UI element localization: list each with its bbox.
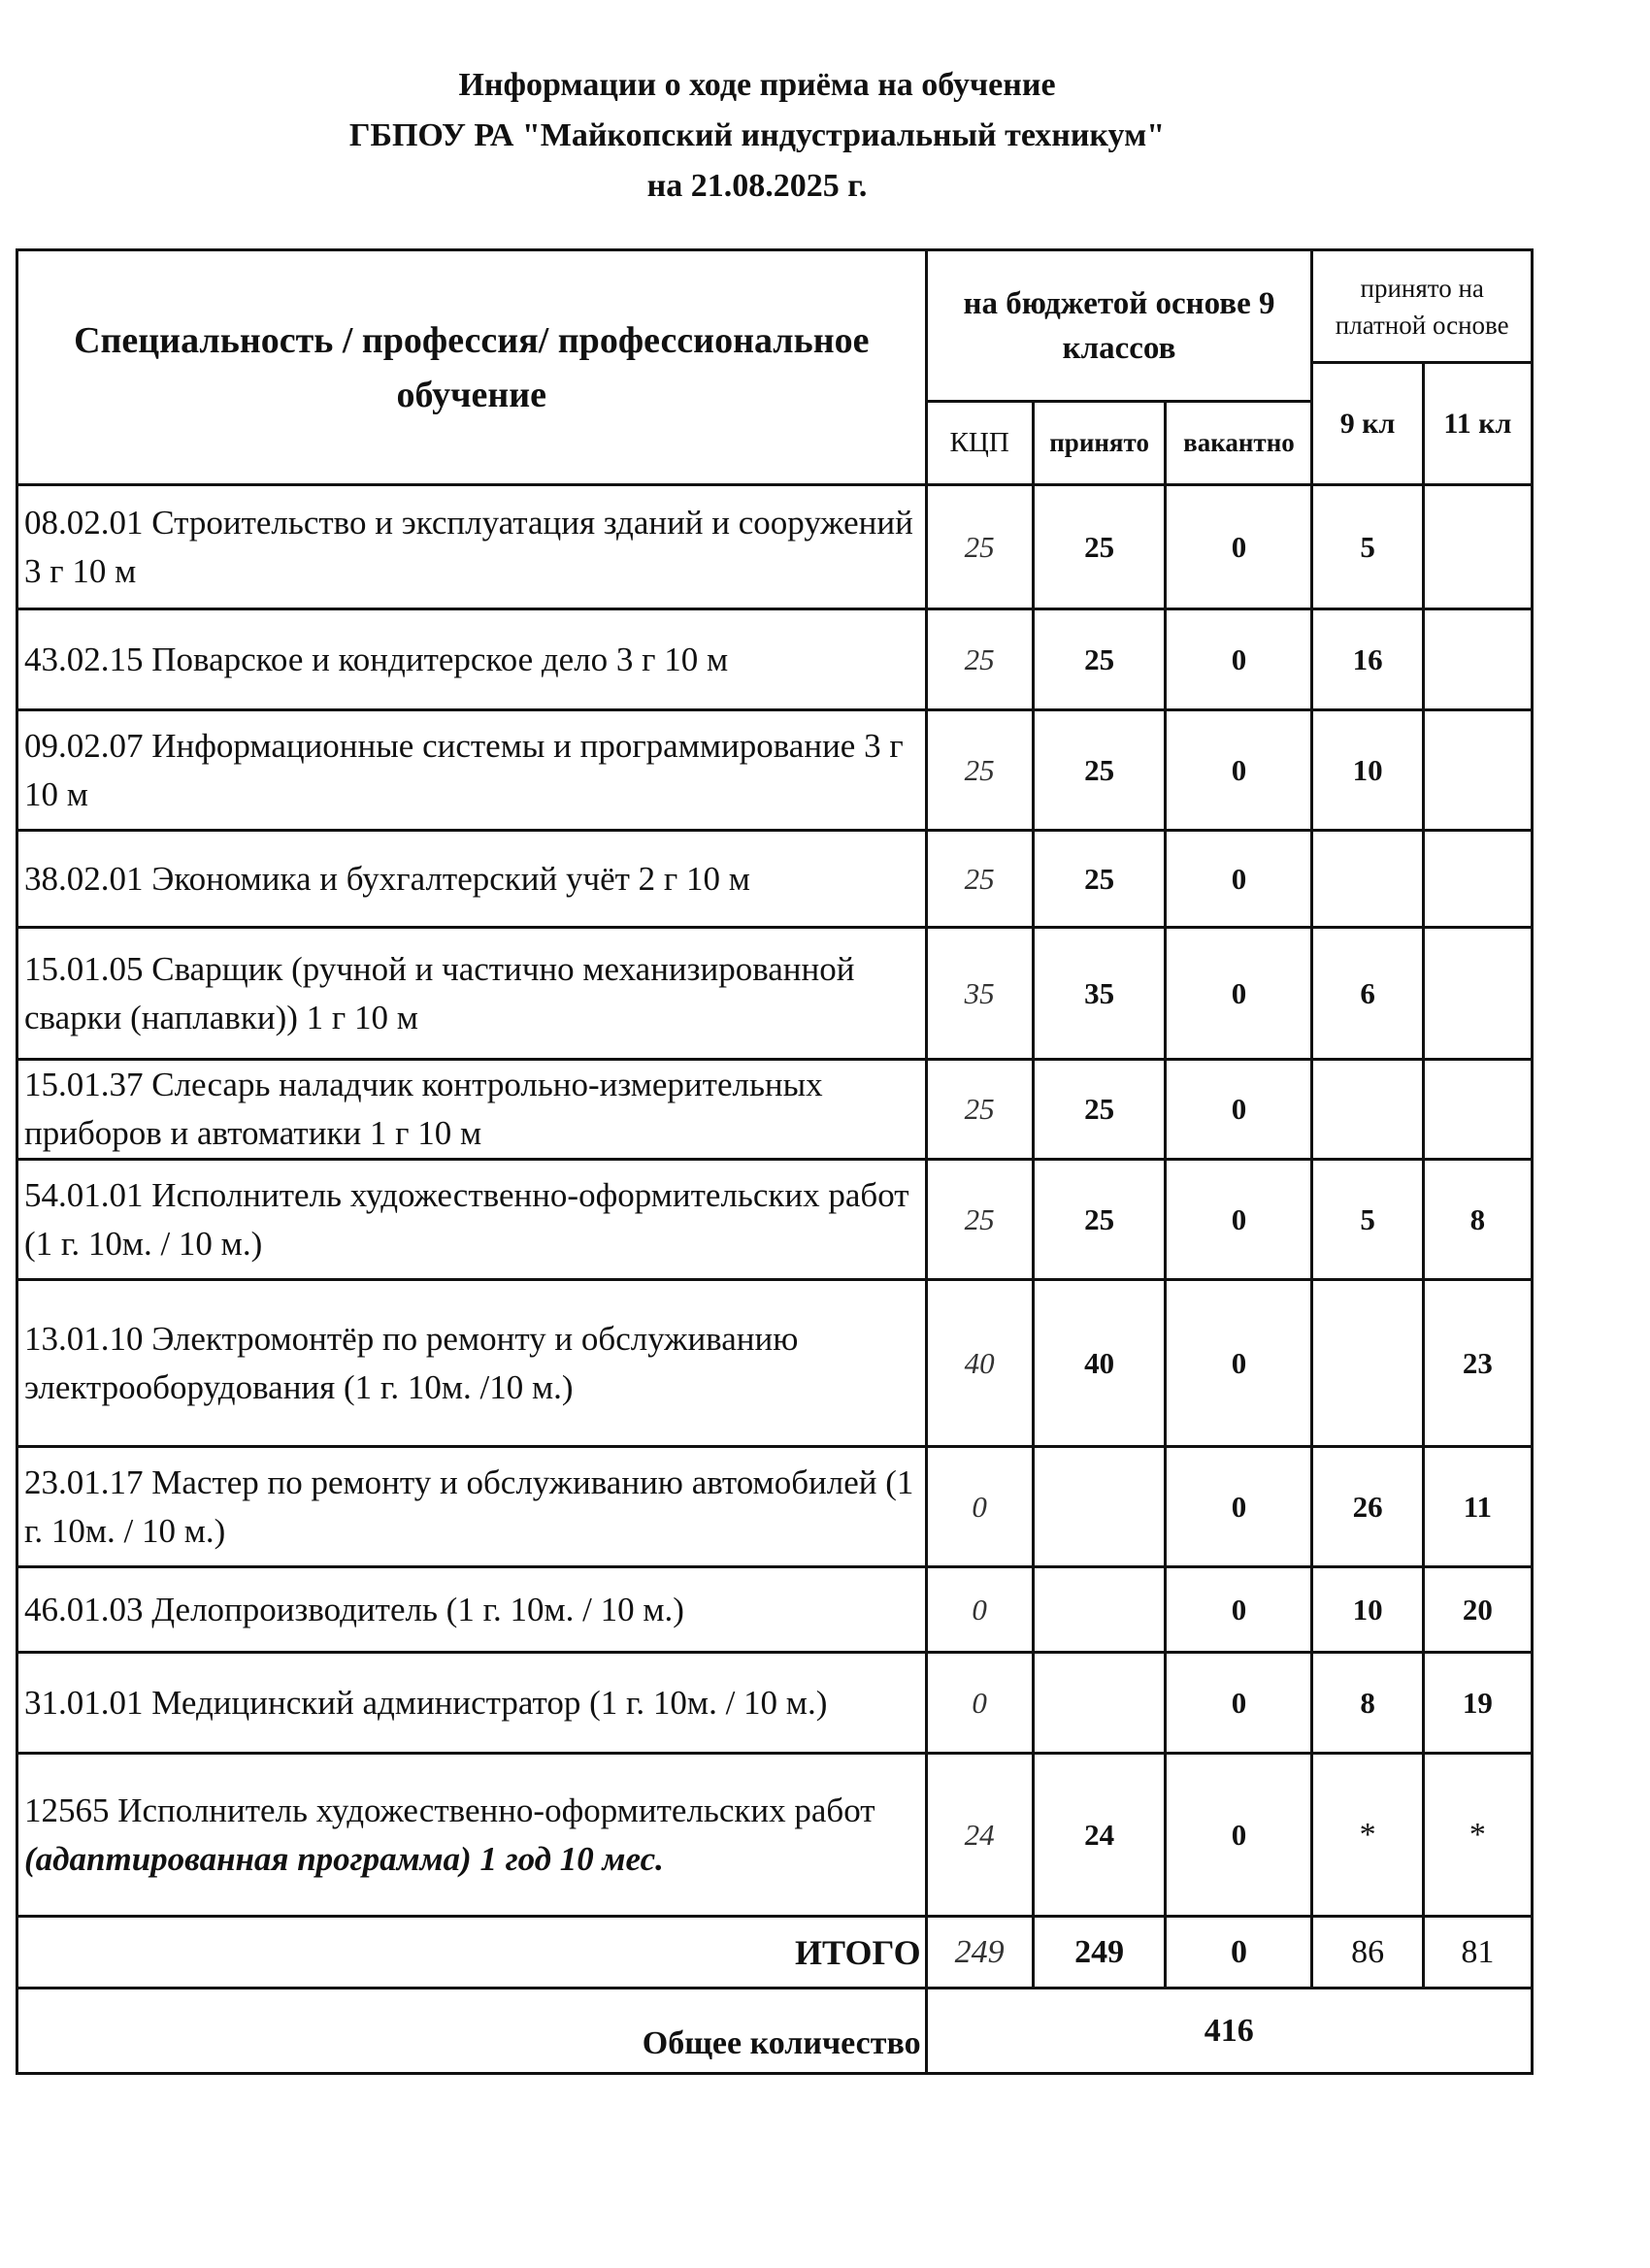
table-row (17, 1754, 1533, 1917)
header-grade11: 11 кл (1423, 363, 1532, 485)
table-row (17, 1447, 1533, 1567)
vacant-cell: 0 (1166, 1447, 1312, 1567)
paid9-cell: 10 (1312, 710, 1423, 831)
vacant-cell: 0 (1166, 1060, 1312, 1160)
kcp-cell: 25 (926, 710, 1033, 831)
specialty-note-text: (адаптированная программа) 1 год 10 мес. (24, 1839, 664, 1878)
header-title: Информации о ходе приёма на обучение (458, 67, 1056, 103)
specialty-cell: 23.01.17 Мастер по ремонту и обслуживанию автомобилей (1 г. 10м. / 10 м.) (17, 1447, 927, 1567)
accepted-cell: 25 (1033, 485, 1166, 609)
kcp-cell: 25 (926, 831, 1033, 928)
paid11-cell (1423, 831, 1532, 928)
paid9-cell (1312, 1060, 1423, 1160)
vacant-cell: 0 (1166, 831, 1312, 928)
paid9-cell: 6 (1312, 928, 1423, 1060)
header-grade9: 9 кл (1312, 363, 1423, 485)
total-label: ИТОГО (17, 1917, 927, 1989)
paid11-cell: 23 (1423, 1280, 1532, 1447)
header-paid: принято на платной основе (1312, 250, 1533, 363)
specialty-cell: 09.02.07 Информационные системы и программирование 3 г 10 м (17, 710, 927, 831)
kcp-cell: 25 (926, 609, 1033, 710)
total-kcp: 249 (926, 1917, 1033, 1989)
accepted-cell: 25 (1033, 1160, 1166, 1280)
paid9-cell (1312, 1280, 1423, 1447)
vacant-cell: 0 (1166, 1754, 1312, 1917)
header-accepted: принято (1033, 402, 1166, 485)
accepted-cell: 40 (1033, 1280, 1166, 1447)
paid9-cell: 5 (1312, 485, 1423, 609)
paid11-cell: 11 (1423, 1447, 1532, 1567)
table-row (17, 609, 1533, 710)
table-row (17, 1653, 1533, 1754)
document-header (0, 60, 1514, 212)
grand-total-label: Общее количество (17, 1989, 927, 2074)
paid9-cell: 26 (1312, 1447, 1423, 1567)
specialty-cell: 46.01.03 Делопроизводитель (1 г. 10м. / 10 м.) (17, 1567, 927, 1653)
kcp-cell: 24 (926, 1754, 1033, 1917)
kcp-cell: 0 (926, 1653, 1033, 1754)
specialty-cell: 15.01.37 Слесарь наладчик контрольно-измерительных приборов и автоматики 1 г 10 м (17, 1060, 927, 1160)
accepted-cell: 25 (1033, 1060, 1166, 1160)
paid11-cell: * (1423, 1754, 1532, 1917)
paid9-cell: 10 (1312, 1567, 1423, 1653)
specialty-cell: 13.01.10 Электромонтёр по ремонту и обслуживанию электрооборудования (1 г. 10м. /10 м.) (17, 1280, 927, 1447)
accepted-cell: 25 (1033, 609, 1166, 710)
header-vacant: вакантно (1166, 402, 1312, 485)
table-row (17, 1060, 1533, 1160)
vacant-cell: 0 (1166, 928, 1312, 1060)
header-budget: на бюджетой основе 9 классов (926, 250, 1312, 402)
specialty-main-text: 12565 Исполнитель художественно-оформительских работ (24, 1791, 875, 1829)
table-row (17, 710, 1533, 831)
header-specialty: Специальность / профессия/ профессиональное обучение (17, 250, 927, 485)
vacant-cell: 0 (1166, 609, 1312, 710)
paid11-cell (1423, 485, 1532, 609)
kcp-cell: 25 (926, 1060, 1033, 1160)
paid11-cell: 8 (1423, 1160, 1532, 1280)
header-kcp: КЦП (926, 402, 1033, 485)
table-row (17, 1160, 1533, 1280)
accepted-cell (1033, 1447, 1166, 1567)
grand-total-value: 416 (926, 1989, 1532, 2074)
accepted-cell: 24 (1033, 1754, 1166, 1917)
specialty-cell: 15.01.05 Сварщик (ручной и частично механизированной сварки (наплавки)) 1 г 10 м (17, 928, 927, 1060)
total-row (17, 1917, 1533, 1989)
kcp-cell: 0 (926, 1567, 1033, 1653)
paid9-cell: 8 (1312, 1653, 1423, 1754)
paid9-cell: 16 (1312, 609, 1423, 710)
total-accepted: 249 (1033, 1917, 1166, 1989)
table-row (17, 928, 1533, 1060)
admissions-table (16, 248, 1534, 2075)
table-row (17, 1567, 1533, 1653)
vacant-cell: 0 (1166, 710, 1312, 831)
kcp-cell: 40 (926, 1280, 1033, 1447)
kcp-cell: 25 (926, 485, 1033, 609)
grand-total-row (17, 1989, 1533, 2074)
paid11-cell (1423, 609, 1532, 710)
specialty-cell: 54.01.01 Исполнитель художественно-оформительских работ (1 г. 10м. / 10 м.) (17, 1160, 927, 1280)
table-row (17, 831, 1533, 928)
accepted-cell (1033, 1567, 1166, 1653)
table-row (17, 1280, 1533, 1447)
specialty-cell: 31.01.01 Медицинский администратор (1 г. 10м. / 10 м.) (17, 1653, 927, 1754)
paid9-cell (1312, 831, 1423, 928)
paid11-cell (1423, 710, 1532, 831)
specialty-cell: 08.02.01 Строительство и эксплуатация зданий и сооружений 3 г 10 м (17, 485, 927, 609)
accepted-cell: 25 (1033, 710, 1166, 831)
header-institution: ГБПОУ РА "Майкопский индустриальный техникум" (348, 117, 1166, 153)
paid11-cell: 20 (1423, 1567, 1532, 1653)
specialty-cell: 38.02.01 Экономика и бухгалтерский учёт 2 г 10 м (17, 831, 927, 928)
accepted-cell: 25 (1033, 831, 1166, 928)
accepted-cell: 35 (1033, 928, 1166, 1060)
paid11-cell (1423, 1060, 1532, 1160)
vacant-cell: 0 (1166, 1160, 1312, 1280)
total-paid11: 81 (1423, 1917, 1532, 1989)
table-row (17, 485, 1533, 609)
vacant-cell: 0 (1166, 1653, 1312, 1754)
paid11-cell: 19 (1423, 1653, 1532, 1754)
vacant-cell: 0 (1166, 485, 1312, 609)
total-paid9: 86 (1312, 1917, 1423, 1989)
header-date: на 21.08.2025 г. (646, 168, 868, 204)
total-vacant: 0 (1166, 1917, 1312, 1989)
kcp-cell: 35 (926, 928, 1033, 1060)
paid9-cell: * (1312, 1754, 1423, 1917)
vacant-cell: 0 (1166, 1567, 1312, 1653)
kcp-cell: 0 (926, 1447, 1033, 1567)
kcp-cell: 25 (926, 1160, 1033, 1280)
specialty-cell (17, 1754, 927, 1917)
paid9-cell: 5 (1312, 1160, 1423, 1280)
accepted-cell (1033, 1653, 1166, 1754)
specialty-cell: 43.02.15 Поварское и кондитерское дело 3 г 10 м (17, 609, 927, 710)
vacant-cell: 0 (1166, 1280, 1312, 1447)
paid11-cell (1423, 928, 1532, 1060)
